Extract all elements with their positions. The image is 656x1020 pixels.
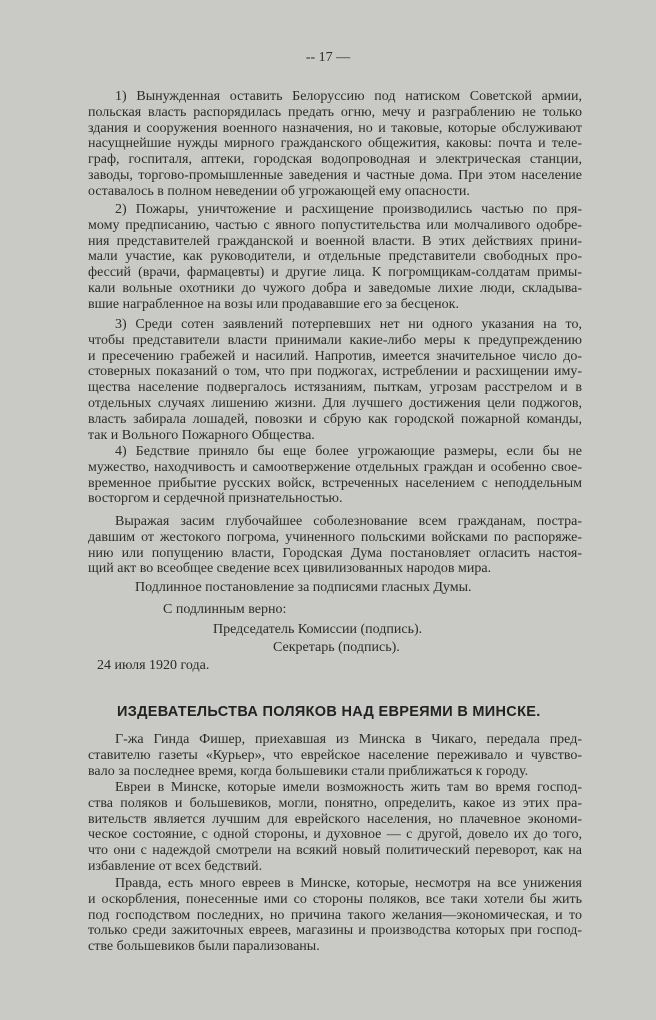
text-line: давшим от жестокого погрома, учиненного польскими войсками по распоряже- xyxy=(88,529,582,545)
text-line: 4) Бедствие приняло бы еще более угрожающие размеры, если бы не xyxy=(115,444,582,459)
original-note: Подлинное постановление за подписями гласных Думы. xyxy=(135,580,472,595)
text-line: временное прибытие русских войск, встреченных населением с неподдельным xyxy=(88,475,582,491)
chairman-signature: Председатель Комиссии (подпись). xyxy=(213,622,423,637)
text-line: щества население подвергалось истязаниям, пыткам, угрозам расстрелом и в xyxy=(88,380,582,396)
text-line: 3) Среди сотен заявлений потерпевших нет ни одного указания на то, xyxy=(115,317,582,332)
text-line: оставалось в полном неведении об угрожающей ему опасности. xyxy=(88,183,470,199)
paragraph xyxy=(88,876,582,955)
text-line: насущнейшие нужды мирного гражданского общежития, каковы: почта и теле- xyxy=(88,136,582,152)
text-line: вительств является лучшим для еврейского населения, но плачевное экономи- xyxy=(88,811,582,827)
text-line: отдельных случаях лишению жизни. Для лучшего достижения цели поджогов, xyxy=(88,395,582,411)
text-line: Правда, есть много евреев в Минске, которые, несмотря на все унижения xyxy=(115,876,582,891)
text-line: стоверных показаний о том, что при поджогах, истреблении и расхищении иму- xyxy=(88,364,582,380)
text-line: здания и сооружения военного назначения, но и таковые, которые обслуживают xyxy=(88,120,582,136)
text-line: стве большевиков были парализованы. xyxy=(88,939,320,955)
document-date: 24 июля 1920 года. xyxy=(97,658,210,673)
text-line: так и Вольного Пожарного Общества. xyxy=(88,427,315,443)
paragraph xyxy=(88,89,582,200)
text-line: власть забирала лошадей, повозки и сбрую как городской пожарной команды, xyxy=(88,411,582,427)
text-line: щий акт во всеобщее сведение всех цивилизованных народов мира. xyxy=(88,561,492,577)
text-line: фессий (врачи, фармацевты) и другие лица. К погромщикам-солдатам примы- xyxy=(88,265,582,281)
text-line: граф, госпиталя, аптеки, городская водопроводная и электрическая станции, xyxy=(88,152,582,168)
text-line: и пресечению грабежей и насилий. Напротив, имеется значительное число до- xyxy=(88,348,582,364)
text-line: заводы, торгово-промышленные заведения и частные дома. При этом население xyxy=(88,167,582,183)
text-line: ства поляков и большевиков, могли, понятно, определить, какое из этих пра- xyxy=(88,795,582,811)
text-line: нию или попущению власти, Городская Дума постановляет огласить настоя- xyxy=(88,545,582,561)
text-line: мужество, находчивость и самоотвержение отдельных граждан и особенно свое- xyxy=(88,459,582,475)
paragraph xyxy=(88,202,582,313)
paragraph xyxy=(88,514,582,577)
text-line: избавление от всех бедствий. xyxy=(88,858,263,874)
text-line: ставителю газеты «Курьер», что еврейское население переживало и чувство- xyxy=(88,747,582,763)
text-line: вшие награбленное на возы или продававшие его за бесценок. xyxy=(88,296,459,312)
page-number: -- 17 — xyxy=(305,50,351,65)
text-line: восторгом и сердечной признательностью. xyxy=(88,491,343,507)
text-line: только среди зажиточных евреев, магазины и производства которых при господ- xyxy=(88,923,582,939)
paragraph xyxy=(88,444,582,507)
text-line: ческое состояние, с одной стороны, и духовное — с другой, довело их до того, xyxy=(88,827,582,843)
text-line: кали вольные охотники до чужого добра и заведомые лихие люди, складыва- xyxy=(88,280,582,296)
paragraph xyxy=(88,780,582,875)
text-line: 1) Вынужденная оставить Белоруссию под натиском Советской армии, xyxy=(115,89,582,104)
text-line: польская власть распорядилась предать огню, мечу и разграблению не только xyxy=(88,104,582,120)
text-line: 2) Пожары, уничтожение и расхищение производились частью по пря- xyxy=(115,202,582,217)
text-line: ния представителей гражданской и военной власти. В этих действиях прини- xyxy=(88,233,582,249)
text-line: что они с надеждой смотрели на всякий новый политический переворот, как на xyxy=(88,843,582,859)
text-line: Выражая засим глубочайшее соболезнование всем гражданам, постра- xyxy=(115,514,582,529)
text-line: Г-жа Гинда Фишер, приехавшая из Минска в Чикаго, передала пред- xyxy=(115,732,582,747)
secretary-signature: Секретарь (подпись). xyxy=(273,640,400,655)
text-line: и оскорбления, понесенные ими со стороны поляков, все таки хотели бы жить xyxy=(88,891,582,907)
text-line: вало за последнее время, когда большевики стали приближаться к городу. xyxy=(88,763,529,779)
text-line: чтобы представители власти принимали какие-либо меры к предупреждению xyxy=(88,332,582,348)
text-line: Евреи в Минске, которые имели возможность жить там во время господ- xyxy=(115,780,582,795)
paragraph xyxy=(88,317,582,443)
paragraph xyxy=(88,732,582,779)
certified-line: С подлинным верно: xyxy=(163,602,287,617)
text-line: под господством последних, но причина такого желания—экономическая, и то xyxy=(88,907,582,923)
article-heading: ИЗДЕВАТЕЛЬСТВА ПОЛЯКОВ НАД ЕВРЕЯМИ В МИНСКЕ. xyxy=(117,704,541,720)
text-line: мали участие, как руководители, и отдельные представители свободных про- xyxy=(88,249,582,265)
text-line: мому предписанию, частью с явного попустительства или молчаливого одобре- xyxy=(88,217,582,233)
